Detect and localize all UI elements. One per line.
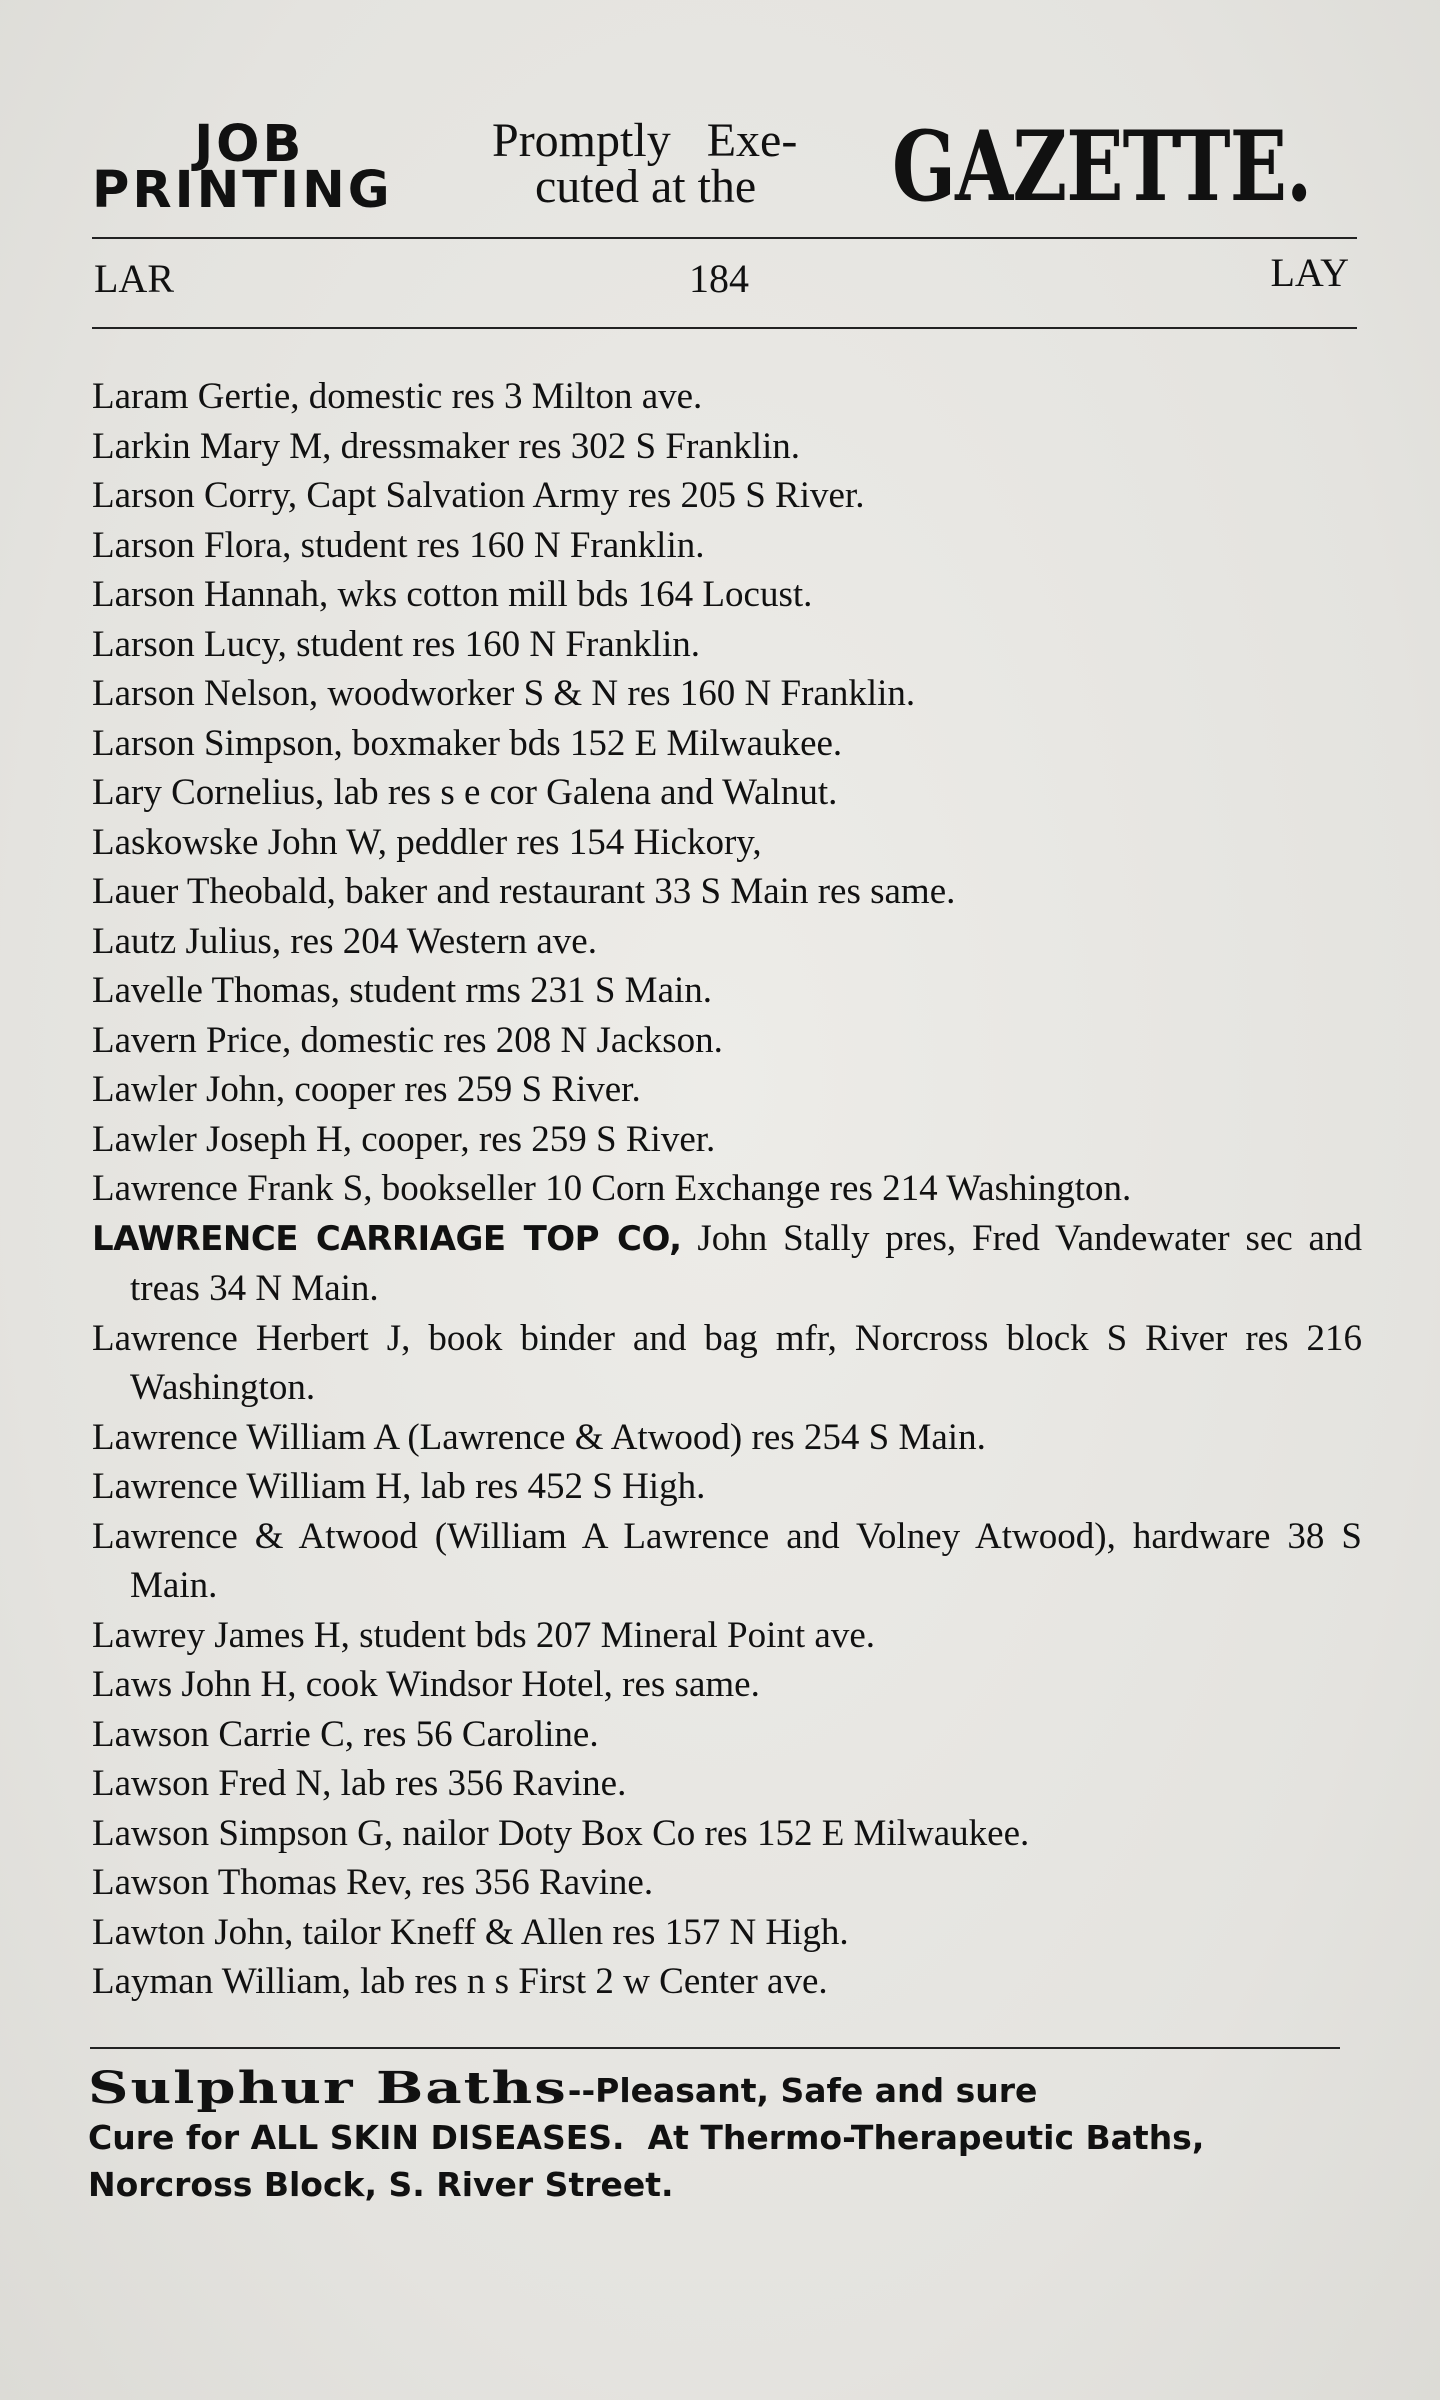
job-word: JOB: [194, 115, 305, 174]
directory-entry: Layman William, lab res n s First 2 w Center ave.: [92, 1961, 828, 2002]
directory-entry: Lawrence Frank S, bookseller 10 Corn Exchange res 214 Washington.: [92, 1168, 1132, 1209]
business-details: John Stally pres, Fred Vandewater sec and treas 34 N Main.: [130, 1217, 1362, 1309]
ad-line-1: [88, 2060, 1353, 2114]
sulphur-baths-advertisement: [88, 2060, 1353, 2208]
directory-entry: Lavelle Thomas, student rms 231 S Main.: [92, 970, 713, 1011]
printing-word: PRINTING: [92, 161, 393, 220]
directory-entry: Laram Gertie, domestic res 3 Milton ave.: [92, 376, 703, 417]
directory-entry: Lavern Price, domestic res 208 N Jackson.: [92, 1019, 723, 1061]
directory-entry: Lawson Simpson G, nailor Doty Box Co res 152 E Milwaukee.: [92, 1812, 1030, 1854]
directory-entry: Lawson Thomas Rev, res 356 Ravine.: [92, 1862, 654, 1903]
top-divider: [92, 237, 1357, 239]
header-right-guide-word: LAY: [1270, 250, 1349, 295]
ad-line-3: Norcross Block, S. River Street.: [88, 2165, 674, 2204]
sulphur-baths-headline: Sulphur Baths: [88, 2062, 568, 2115]
page-number: 184: [689, 256, 749, 301]
directory-entries: [92, 372, 1362, 2007]
directory-entry: Larson Simpson, boxmaker bds 152 E Milwaukee.: [92, 722, 843, 764]
directory-entry: Lawson Fred N, lab res 356 Ravine.: [92, 1763, 627, 1804]
directory-entry: Lautz Julius, res 204 Western ave.: [92, 920, 597, 962]
directory-entry: Lauer Theobald, baker and restaurant 33 S Main res same.: [92, 871, 956, 912]
header-divider: [92, 327, 1357, 329]
running-header: [92, 250, 1357, 305]
directory-entry-business: [92, 1214, 1362, 1314]
directory-entry: Larson Lucy, student res 160 N Franklin.: [92, 623, 700, 665]
directory-entry: Lawrence & Atwood (William A Lawrence and Volney Atwood), hardware 38 S Main.: [92, 1515, 1362, 1606]
business-name: LAWRENCE CARRIAGE TOP CO,: [92, 1218, 682, 1259]
directory-entry: Laskowske John W, peddler res 154 Hickory,: [92, 821, 762, 863]
directory-entry: Larson Hannah, wks cotton mill bds 164 Locust.: [92, 574, 813, 615]
ad-line-1-rest: --Pleasant, Safe and sure: [567, 2071, 1038, 2110]
promptly-line-1: Promptly Exe-: [492, 114, 798, 167]
directory-entry: Larkin Mary M, dressmaker res 302 S Franklin.: [92, 425, 801, 467]
ad-line-2: Cure for ALL SKIN DISEASES. At Thermo-Therapeutic Baths,: [88, 2118, 1205, 2157]
directory-entry: Lary Cornelius, lab res s e cor Galena and Walnut.: [92, 772, 838, 813]
gazette-advertisement: [92, 112, 1357, 237]
directory-entry: Larson Corry, Capt Salvation Army res 205 S River.: [92, 475, 865, 516]
directory-entry: Lawrence William A (Lawrence & Atwood) res 254 S Main.: [92, 1416, 986, 1458]
header-left-guide-word: LAR: [94, 256, 174, 301]
directory-entry: Lawson Carrie C, res 56 Caroline.: [92, 1713, 599, 1755]
directory-entry: Lawrey James H, student bds 207 Mineral Point ave.: [92, 1614, 876, 1656]
directory-entry: Laws John H, cook Windsor Hotel, res same.: [92, 1664, 760, 1705]
job-printing-heading: [92, 115, 393, 220]
directory-entry: Lawton John, tailor Kneff & Allen res 157 N High.: [92, 1911, 849, 1953]
bottom-divider: [90, 2047, 1340, 2049]
directory-entry: Lawler Joseph H, cooper, res 259 S River.: [92, 1118, 716, 1160]
directory-entry: Larson Flora, student res 160 N Franklin.: [92, 524, 705, 566]
gazette-title: GAZETTE.: [892, 110, 1312, 223]
directory-entry: Lawler John, cooper res 259 S River.: [92, 1069, 641, 1110]
promptly-line-2: cuted at the: [535, 160, 757, 213]
directory-entry: Lawrence Herbert J, book binder and bag mfr, Norcross block S River res 216 Washington.: [92, 1317, 1362, 1408]
directory-entry: Larson Nelson, woodworker S & N res 160 N Franklin.: [92, 673, 916, 714]
directory-entry: Lawrence William H, lab res 452 S High.: [92, 1466, 706, 1507]
